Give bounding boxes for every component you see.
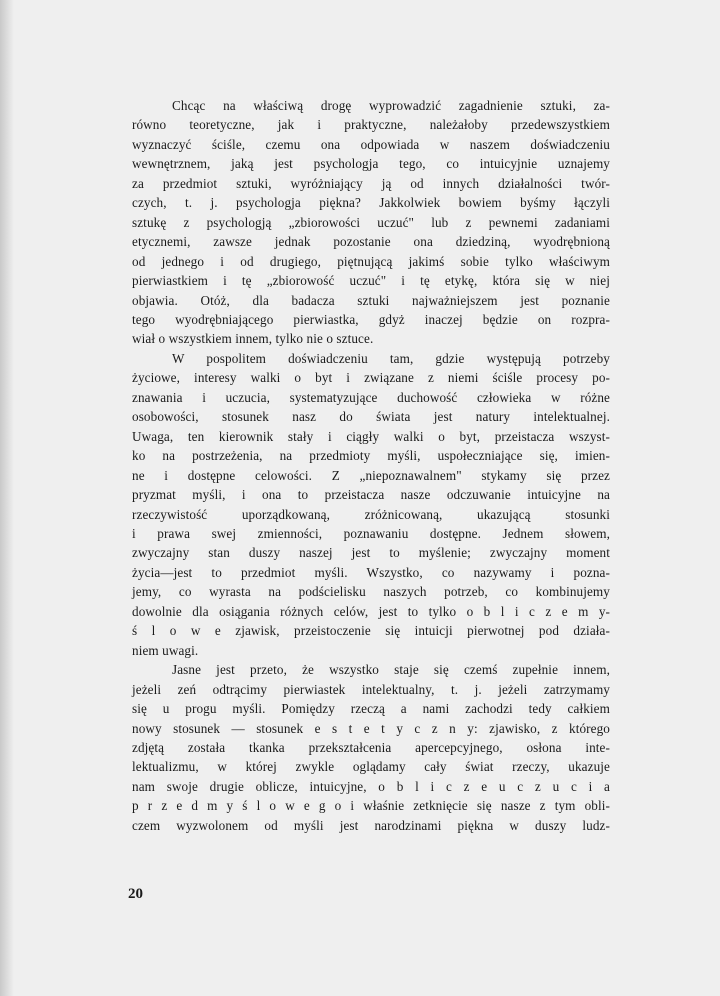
- text-line: i prawa swej zmienności, poznawaniu dostępne. Jednem słowem,: [132, 525, 610, 541]
- text-line: równo teoretyczne, jak i praktyczne, należałoby przedewszystkiem: [132, 117, 610, 133]
- text-line: zwyczajny stan duszy naszej jest to myślenie; zwyczajny moment: [132, 545, 610, 561]
- text-line: etycznemi, zawsze jednak pozostanie ona dziedziną, wyodrębnioną: [132, 234, 610, 250]
- body-text: [132, 96, 610, 835]
- text-line: jeżeli zeń odtrącimy pierwiastek intelektualny, t. j. jeżeli zatrzymamy: [132, 681, 610, 697]
- text-line: czem wyzwolonem od myśli jest narodzinami piękna w duszy ludz-: [132, 817, 610, 833]
- text-line: rzeczywistość uporządkowaną, zróżnicowaną, ukazującą stosunki: [132, 506, 610, 522]
- text-line: nam swoje drugie oblicze, intuicyjne, o b l i c z e u c z u c i a: [132, 778, 610, 794]
- text-line: ś l o w e zjawisk, przeistoczenie się intuicji pierwotnej pod działa-: [132, 623, 610, 639]
- paragraph-3: [132, 660, 610, 835]
- text-line: życia—jest to przedmiot myśli. Wszystko, co nazywamy i pozna-: [132, 564, 610, 580]
- text-line: nowy stosunek — stosunek e s t e t y c z n y: zjawisko, z którego: [132, 720, 610, 736]
- page-number: 20: [128, 886, 143, 902]
- text-line: zdjętą została tkanka przekształcenia apercepcyjnego, osłona inte-: [132, 739, 610, 755]
- text-line: jemy, co wyrasta na podścielisku naszych potrzeb, co kombinujemy: [132, 584, 610, 600]
- text-line: wiał o wszystkiem innem, tylko nie o sztuce.: [132, 331, 374, 347]
- text-line: Chcąc na właściwą drogę wyprowadzić zagadnienie sztuki, za-: [172, 98, 610, 113]
- text-line: od jednego i od drugiego, piętnującą jakimś sobie tylko właściwym: [132, 253, 610, 269]
- text-line: objawia. Otóż, dla badacza sztuki najważniejszem jest poznanie: [132, 292, 610, 308]
- text-line: za przedmiot sztuki, wyróżniający ją od innych działalności twór-: [132, 175, 610, 191]
- text-line: dowolnie dla osiągania różnych celów, jest to tylko o b l i c z e m y-: [132, 603, 610, 619]
- text-line: W pospolitem doświadczeniu tam, gdzie występują potrzeby: [172, 350, 610, 366]
- text-line: wyznaczyć ściśle, czemu ona odpowiada w naszem doświadczeniu: [132, 136, 610, 152]
- text-line: się u progu myśli. Pomiędzy rzeczą a nami zachodzi tedy całkiem: [132, 701, 610, 717]
- text-line: życiowe, interesy walki o byt i związane z niemi ściśle procesy po-: [132, 370, 610, 386]
- text-line: p r z e d m y ś l o w e g o i właśnie zetknięcie się nasze z tym obli-: [132, 798, 610, 814]
- paragraph-2: [132, 349, 610, 660]
- text-line: ne i dostępne celowości. Z „niepoznawalnem" stykamy się przez: [132, 467, 610, 483]
- text-line: pryzmat myśli, i ona to przeistacza nasze odczuwanie intuicyjne na: [132, 487, 610, 503]
- text-line: Jasne jest przeto, że wszystko staje się czemś zupełnie innem,: [172, 662, 610, 678]
- text-line: lektualizmu, w której zwykle oglądamy cały świat rzeczy, ukazuje: [132, 759, 610, 775]
- paragraph-1: [132, 96, 610, 349]
- text-line: wewnętrznem, jaką jest psychologja tego, co intuicyjnie uznajemy: [132, 156, 610, 172]
- text-line: ko na postrzeżenia, na przedmioty myśli, uspołeczniające się, imien-: [132, 448, 610, 464]
- text-line: osobowości, stosunek nasz do świata jest natury intelektualnej.: [132, 409, 610, 425]
- text-line: czych, t. j. psychologja piękna? Jakkolwiek bowiem byśmy łączyli: [132, 195, 610, 211]
- text-line: pierwiastkiem i tę „zbiorowość uczuć" i tę etykę, która się w niej: [132, 273, 610, 289]
- text-line: Uwaga, ten kierownik stały i ciągły walki o byt, przeistacza wszyst-: [132, 428, 610, 444]
- text-line: niem uwagi.: [132, 642, 199, 658]
- text-line: znawania i uczucia, systematyzujące duchowość człowieka w różne: [132, 389, 610, 405]
- text-line: sztukę z psychologją „zbiorowości uczuć" lub z pewnemi zadaniami: [132, 214, 610, 230]
- text-line: tego wyodrębniającego pierwiastka, gdyż inaczej będzie on rozpra-: [132, 311, 610, 327]
